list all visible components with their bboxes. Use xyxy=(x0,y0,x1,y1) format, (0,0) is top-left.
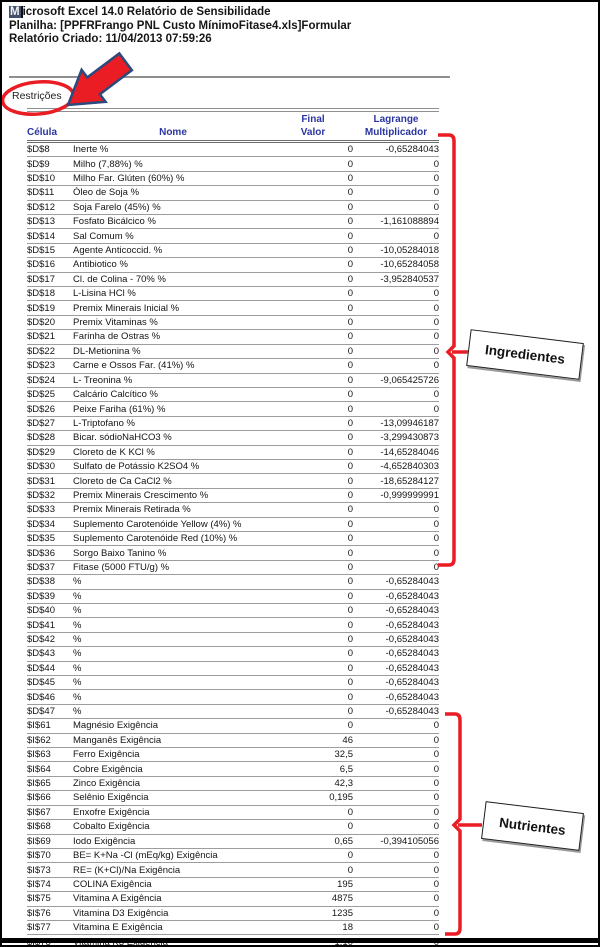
table-row xyxy=(27,172,439,186)
final-value: 0 xyxy=(347,662,353,674)
cell-ref: $D$34 xyxy=(27,518,55,530)
lagrange-value: 0 xyxy=(433,187,439,199)
final-value: 1235 xyxy=(331,907,353,919)
table-row xyxy=(27,273,439,287)
final-value: 0 xyxy=(347,201,353,213)
cell-ref: $D$40 xyxy=(27,605,55,617)
cell-ref: $I$69 xyxy=(27,835,51,847)
lagrange-value: 0 xyxy=(433,302,439,314)
cell-ref: $D$26 xyxy=(27,403,55,415)
lagrange-value: 0 xyxy=(433,403,439,415)
table-row xyxy=(27,316,439,330)
final-value: 0 xyxy=(347,389,353,401)
report-created: Relatório Criado: 11/04/2013 07:59:26 xyxy=(9,33,212,45)
cell-ref: $D$39 xyxy=(27,590,55,602)
row-name: Suplemento Carotenóide Red (10%) % xyxy=(73,533,238,545)
table-row xyxy=(27,734,439,748)
table-row xyxy=(27,863,439,877)
final-value: 0,65 xyxy=(334,835,353,847)
cell-ref: $I$65 xyxy=(27,778,51,790)
table-row xyxy=(27,604,439,618)
final-value: 0 xyxy=(347,461,353,473)
final-value: 42,3 xyxy=(334,778,353,790)
row-name: Vitamina E Exigência xyxy=(73,922,163,934)
cell-ref: $I$73 xyxy=(27,864,51,876)
table-row xyxy=(27,748,439,762)
row-name: Premix Vitaminas % xyxy=(73,317,158,329)
cell-ref: $D$35 xyxy=(27,533,55,545)
final-value: 0 xyxy=(347,374,353,386)
final-value: 0 xyxy=(347,547,353,559)
lagrange-value: 0 xyxy=(433,763,439,775)
cell-ref: $D$33 xyxy=(27,504,55,516)
row-name: % xyxy=(73,619,82,631)
lagrange-value: 0 xyxy=(433,907,439,919)
final-value: 0 xyxy=(347,259,353,271)
table-row xyxy=(27,705,439,719)
row-name: Suplemento Carotenóide Yellow (4%) % xyxy=(73,518,242,530)
cell-ref: $I$61 xyxy=(27,720,51,732)
table-row xyxy=(27,878,439,892)
cell-ref: $D$43 xyxy=(27,648,55,660)
text-cursor-selection: M xyxy=(9,6,23,18)
lagrange-value: 0 xyxy=(433,720,439,732)
lagrange-value: -0,394105056 xyxy=(380,835,439,847)
final-value: 18 xyxy=(342,922,353,934)
table-row xyxy=(27,532,439,546)
table-row xyxy=(27,374,439,388)
cell-ref: $D$42 xyxy=(27,634,55,646)
final-value: 0 xyxy=(347,533,353,545)
table-row xyxy=(27,402,439,416)
cell-ref: $D$9 xyxy=(27,158,50,170)
table-row xyxy=(27,258,439,272)
cell-ref: $I$62 xyxy=(27,734,51,746)
cell-ref: $D$10 xyxy=(27,173,55,185)
table-row xyxy=(27,590,439,604)
row-name: Fosfato Bicálcico % xyxy=(73,216,156,228)
final-value: 0 xyxy=(347,360,353,372)
final-value: 0 xyxy=(347,216,353,228)
lagrange-value: 0 xyxy=(433,734,439,746)
cell-ref: $D$25 xyxy=(27,389,55,401)
table-row xyxy=(27,921,439,935)
table-row xyxy=(27,518,439,532)
nutrients-bracket xyxy=(445,714,460,934)
table-row xyxy=(27,287,439,301)
cell-ref: $I$66 xyxy=(27,792,51,804)
column-header-final-valor: Final Valor xyxy=(300,114,326,138)
lagrange-value: 0 xyxy=(433,778,439,790)
row-name: Premix Minerais Crescimento % xyxy=(73,489,209,501)
cell-ref: $I$74 xyxy=(27,878,51,890)
row-name: Cobalto Exigência xyxy=(73,821,150,833)
row-name: Sulfato de Potássio K2SO4 % xyxy=(73,461,200,473)
table-row xyxy=(27,417,439,431)
report-title-block xyxy=(9,6,351,47)
section-title-restricoes: Restrições xyxy=(12,90,62,102)
final-value: 0 xyxy=(347,245,353,257)
table-row xyxy=(27,835,439,849)
row-name: Antibiotico % xyxy=(73,259,128,271)
row-name: Sorgo Baixo Tanino % xyxy=(73,547,167,559)
row-name: % xyxy=(73,648,82,660)
final-value: 0 xyxy=(347,173,353,185)
table-row xyxy=(27,460,439,474)
row-name: Cl. de Colina - 70% % xyxy=(73,273,166,285)
lagrange-value: 0 xyxy=(433,806,439,818)
row-name: % xyxy=(73,706,82,718)
row-name: % xyxy=(73,691,82,703)
lagrange-value: 0 xyxy=(433,792,439,804)
final-value: 0 xyxy=(347,677,353,689)
lagrange-value: -0,65284043 xyxy=(385,691,439,703)
table-row xyxy=(27,907,439,921)
lagrange-value: 0 xyxy=(433,749,439,761)
row-name: RE= (K+Cl)/Na Exigência xyxy=(73,864,181,876)
report-worksheet: Planilha: [PPFRFrango PNL Custo MínimoFitase4.xls]Formular xyxy=(9,19,352,32)
table-row xyxy=(27,892,439,906)
row-name: Agente Anticoccid. % xyxy=(73,245,163,257)
lagrange-value: -0,65284043 xyxy=(385,662,439,674)
final-value: 0 xyxy=(347,144,353,156)
table-row xyxy=(27,503,439,517)
final-value: 0 xyxy=(347,489,353,501)
row-name: % xyxy=(73,590,82,602)
table-row xyxy=(27,244,439,258)
lagrange-value: 0 xyxy=(433,850,439,862)
table-row xyxy=(27,791,439,805)
final-value: 0 xyxy=(347,706,353,718)
final-value: 0 xyxy=(347,605,353,617)
cell-ref: $D$18 xyxy=(27,288,55,300)
row-name: Bicar. sódioNaHCO3 % xyxy=(73,432,172,444)
table-row xyxy=(27,201,439,215)
final-value: 0 xyxy=(347,619,353,631)
lagrange-value: 0 xyxy=(433,158,439,170)
final-value: 0 xyxy=(347,806,353,818)
final-value: 0 xyxy=(347,187,353,199)
lagrange-value: -3,299430873 xyxy=(380,432,439,444)
final-value: 0 xyxy=(347,446,353,458)
cell-ref: $D$24 xyxy=(27,374,55,386)
final-value: 0 xyxy=(347,821,353,833)
final-value: 0 xyxy=(347,345,353,357)
table-row xyxy=(27,388,439,402)
row-name: Ferro Exigência xyxy=(73,749,140,761)
row-name: Peixe Fariha (61%) % xyxy=(73,403,166,415)
table-row xyxy=(27,330,439,344)
final-value: 0,195 xyxy=(329,792,353,804)
final-value: 32,5 xyxy=(334,749,353,761)
lagrange-value: 0 xyxy=(433,331,439,343)
lagrange-value: -0,65284043 xyxy=(385,648,439,660)
cell-ref: $D$47 xyxy=(27,706,55,718)
row-name: % xyxy=(73,576,82,588)
final-value: 0 xyxy=(347,634,353,646)
lagrange-value: 0 xyxy=(433,864,439,876)
cell-ref: $D$8 xyxy=(27,144,50,156)
table-row xyxy=(27,345,439,359)
table-row xyxy=(27,229,439,243)
final-value: 0 xyxy=(347,403,353,415)
table-row xyxy=(27,489,439,503)
final-value: 0 xyxy=(347,317,353,329)
table-row xyxy=(27,820,439,834)
row-name: L-Triptofano % xyxy=(73,417,135,429)
lagrange-value: 0 xyxy=(433,173,439,185)
final-value: 0 xyxy=(347,475,353,487)
cell-ref: $D$31 xyxy=(27,475,55,487)
row-name: Calcário Calcítico % xyxy=(73,389,158,401)
nutrients-callout-label: Nutrientes xyxy=(481,801,584,851)
lagrange-value: -0,65284043 xyxy=(385,144,439,156)
row-name: Carne e Ossos Far. (41%) % xyxy=(73,360,195,372)
lagrange-value: -0,999999991 xyxy=(380,489,439,501)
table-row xyxy=(27,849,439,863)
table-row xyxy=(27,215,439,229)
lagrange-value: 0 xyxy=(433,360,439,372)
row-name: Milho (7,88%) % xyxy=(73,158,143,170)
final-value: 0 xyxy=(347,417,353,429)
lagrange-value: 0 xyxy=(433,821,439,833)
final-value: 0 xyxy=(347,158,353,170)
lagrange-value: 0 xyxy=(433,288,439,300)
cell-ref: $I$75 xyxy=(27,893,51,905)
lagrange-value: 0 xyxy=(433,561,439,573)
final-value: 0 xyxy=(347,230,353,242)
table-row xyxy=(27,633,439,647)
lagrange-value: 0 xyxy=(433,922,439,934)
lagrange-value: -9,065425726 xyxy=(380,374,439,386)
row-name: Manganês Exigência xyxy=(73,734,162,746)
table-column-headers xyxy=(27,111,439,139)
ingredients-callout-label: Ingredientes xyxy=(466,329,584,380)
red-arrow-annotation xyxy=(68,53,132,105)
row-name: Soja Farelo (45%) % xyxy=(73,201,161,213)
lagrange-value: -13,09946187 xyxy=(380,417,439,429)
final-value: 4875 xyxy=(331,893,353,905)
row-name: L-Lisina HCl % xyxy=(73,288,136,300)
row-name: L- Treonina % xyxy=(73,374,133,386)
cell-ref: $D$14 xyxy=(27,230,55,242)
final-value: 0 xyxy=(347,288,353,300)
cell-ref: $D$29 xyxy=(27,446,55,458)
final-value: 0 xyxy=(347,561,353,573)
cell-ref: $D$17 xyxy=(27,273,55,285)
lagrange-value: -0,65284043 xyxy=(385,619,439,631)
cell-ref: $D$16 xyxy=(27,259,55,271)
cell-ref: $D$45 xyxy=(27,677,55,689)
lagrange-value: -3,952840537 xyxy=(380,273,439,285)
final-value: 0 xyxy=(347,864,353,876)
cell-ref: $D$44 xyxy=(27,662,55,674)
row-name: Farinha de Ostras % xyxy=(73,331,161,343)
ingredients-bracket xyxy=(438,135,454,565)
cell-ref: $I$64 xyxy=(27,763,51,775)
table-row xyxy=(27,662,439,676)
lagrange-value: 0 xyxy=(433,230,439,242)
cell-ref: $D$37 xyxy=(27,561,55,573)
lagrange-value: 0 xyxy=(433,345,439,357)
lagrange-value: -0,65284043 xyxy=(385,634,439,646)
final-value: 0 xyxy=(347,850,353,862)
row-name: Inerte % xyxy=(73,144,109,156)
row-name: Premix Minerais Retirada % xyxy=(73,504,191,516)
cell-ref: $D$22 xyxy=(27,345,55,357)
final-value: 6,5 xyxy=(339,763,353,775)
row-name: Cloreto de K KCl % xyxy=(73,446,155,458)
lagrange-value: 0 xyxy=(433,317,439,329)
final-value: 0 xyxy=(347,302,353,314)
cell-ref: $I$68 xyxy=(27,821,51,833)
final-value: 0 xyxy=(347,720,353,732)
row-name: % xyxy=(73,677,82,689)
lagrange-value: -0,65284043 xyxy=(385,590,439,602)
lagrange-value: 0 xyxy=(433,518,439,530)
table-row xyxy=(27,806,439,820)
lagrange-value: -0,65284043 xyxy=(385,576,439,588)
final-value: 0 xyxy=(347,273,353,285)
cell-ref: $D$46 xyxy=(27,691,55,703)
row-name: Cloreto de Ca CaCl2 % xyxy=(73,475,172,487)
row-name: Vitamina A Exigência xyxy=(73,893,162,905)
table-row xyxy=(27,474,439,488)
row-name: Zinco Exigência xyxy=(73,778,141,790)
row-name: Magnésio Exigência xyxy=(73,720,159,732)
cell-ref: $D$27 xyxy=(27,417,55,429)
table-row xyxy=(27,762,439,776)
lagrange-value: -10,05284018 xyxy=(380,245,439,257)
table-row xyxy=(27,561,439,575)
row-name: Enxofre Exigência xyxy=(73,806,150,818)
lagrange-value: -0,65284043 xyxy=(385,706,439,718)
row-name: Iodo Exigência xyxy=(73,835,136,847)
final-value: 0 xyxy=(347,576,353,588)
table-row xyxy=(27,431,439,445)
lagrange-value: -10,65284058 xyxy=(380,259,439,271)
table-row xyxy=(27,186,439,200)
cell-ref: $D$28 xyxy=(27,432,55,444)
cell-ref: $D$15 xyxy=(27,245,55,257)
lagrange-value: 0 xyxy=(433,201,439,213)
row-name: Fitase (5000 FTU/g) % xyxy=(73,561,170,573)
cell-ref: $D$19 xyxy=(27,302,55,314)
table-row xyxy=(27,777,439,791)
row-name: Selênio Exigência xyxy=(73,792,149,804)
lagrange-value: -1,161088894 xyxy=(380,216,439,228)
table-row xyxy=(27,359,439,373)
cell-ref: $I$77 xyxy=(27,922,51,934)
cell-ref: $D$12 xyxy=(27,201,55,213)
constraints-table xyxy=(27,143,439,947)
lagrange-value: 0 xyxy=(433,533,439,545)
table-row xyxy=(27,301,439,315)
lagrange-value: 0 xyxy=(433,389,439,401)
cell-ref: $I$63 xyxy=(27,749,51,761)
row-name: DL-Metionina % xyxy=(73,345,141,357)
column-header-nome: Nome xyxy=(159,126,187,138)
row-name: COLINA Exigência xyxy=(73,878,152,890)
row-name: % xyxy=(73,634,82,646)
row-name: Milho Far. Glúten (60%) % xyxy=(73,173,185,185)
table-row xyxy=(27,575,439,589)
row-name: BE= K+Na -Cl (mEq/kg) Exigência xyxy=(73,850,218,862)
cell-ref: $D$23 xyxy=(27,360,55,372)
lagrange-value: -0,65284043 xyxy=(385,605,439,617)
cell-ref: $I$67 xyxy=(27,806,51,818)
final-value: 0 xyxy=(347,331,353,343)
cell-ref: $D$36 xyxy=(27,547,55,559)
report-title: M icrosoft Excel 14.0 Relatório de Sensibilidade xyxy=(10,6,271,18)
column-header-celula: Célula xyxy=(27,126,58,138)
table-row xyxy=(27,676,439,690)
table-row xyxy=(27,647,439,661)
cell-ref: $D$38 xyxy=(27,576,55,588)
table-row xyxy=(27,157,439,171)
final-value: 0 xyxy=(347,648,353,660)
final-value: 0 xyxy=(347,504,353,516)
cell-ref: $I$70 xyxy=(27,850,51,862)
lagrange-value: -14,65284046 xyxy=(380,446,439,458)
row-name: Vitamina D3 Exigência xyxy=(73,907,169,919)
cell-ref: $D$32 xyxy=(27,489,55,501)
lagrange-value: 0 xyxy=(433,504,439,516)
lagrange-value: -0,65284043 xyxy=(385,677,439,689)
row-name: % xyxy=(73,662,82,674)
final-value: 0 xyxy=(347,432,353,444)
cell-ref: $I$76 xyxy=(27,907,51,919)
lagrange-value: -18,65284127 xyxy=(380,475,439,487)
cell-ref: $D$13 xyxy=(27,216,55,228)
cell-ref: $D$41 xyxy=(27,619,55,631)
final-value: 46 xyxy=(342,734,353,746)
table-row xyxy=(27,618,439,632)
table-row xyxy=(27,719,439,733)
divider-line-top xyxy=(9,76,450,78)
row-name: Óleo de Soja % xyxy=(73,187,140,199)
final-value: 0 xyxy=(347,590,353,602)
table-row xyxy=(27,690,439,704)
row-name: Sal Comum % xyxy=(73,230,134,242)
lagrange-value: 0 xyxy=(433,878,439,890)
frame-bottom-border xyxy=(2,938,598,943)
lagrange-value: -4,652840303 xyxy=(380,461,439,473)
final-value: 0 xyxy=(347,691,353,703)
final-value: 0 xyxy=(347,518,353,530)
cell-ref: $D$20 xyxy=(27,317,55,329)
final-value: 195 xyxy=(337,878,353,890)
row-name: % xyxy=(73,605,82,617)
column-header-lagrange: Lagrange Multiplicador xyxy=(364,114,428,138)
lagrange-value: 0 xyxy=(433,547,439,559)
cell-ref: $D$30 xyxy=(27,461,55,473)
cell-ref: $D$21 xyxy=(27,331,55,343)
cell-ref: $D$11 xyxy=(27,187,55,199)
row-name: Premix Minerais Inicial % xyxy=(73,302,180,314)
table-row xyxy=(27,546,439,560)
table-row xyxy=(27,143,439,157)
lagrange-value: 0 xyxy=(433,893,439,905)
table-row xyxy=(27,446,439,460)
row-name: Cobre Exigência xyxy=(73,763,143,775)
